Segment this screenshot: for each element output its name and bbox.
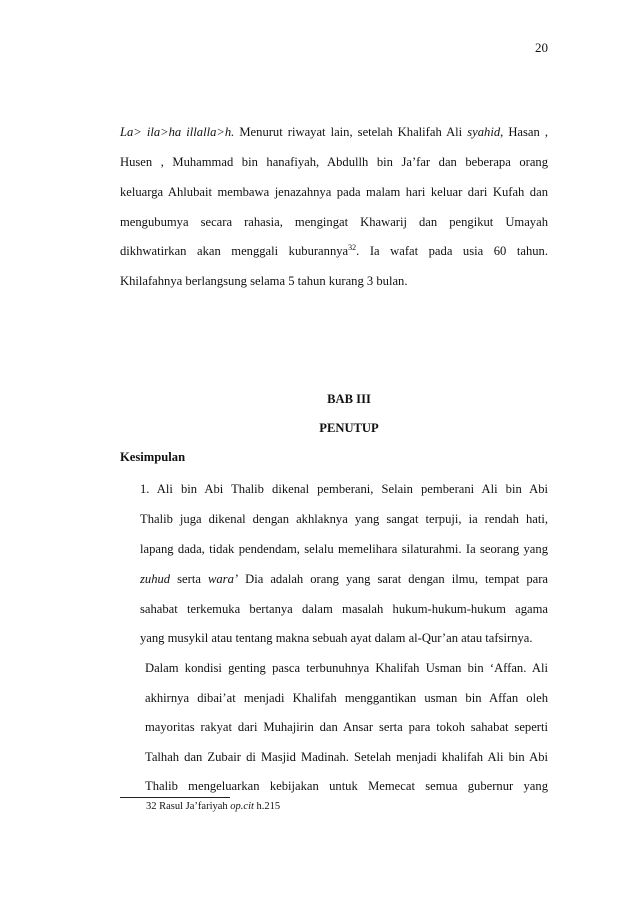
text-span: . Ia wafat pada usia 60 tahun. bbox=[356, 244, 549, 258]
paragraph-line: mengubumya secara rahasia, mengingat Khawarij dan pengikut Umayah bbox=[120, 215, 548, 229]
footnote-text: 32 Rasul Ja’fariyah bbox=[146, 801, 231, 812]
footnote bbox=[146, 801, 280, 812]
text-span: Dia adalah orang yang sarat dengan ilmu, tempat para bbox=[238, 572, 548, 586]
footnote-italic: op.cit bbox=[230, 801, 254, 812]
list-item-line bbox=[140, 571, 548, 587]
list-item-line: Thalib juga dikenal dengan akhlaknya yang sangat terpuji, ia rendah hati, bbox=[140, 512, 548, 526]
italic-term: zuhud bbox=[140, 572, 171, 586]
arabic-transliteration: La> ila>ha illalla>h. bbox=[120, 125, 235, 139]
paragraph-line bbox=[120, 124, 548, 140]
paragraph-line: Talhah dan Zubair di Masjid Madinah. Setelah menjadi khalifah Ali bin Abi bbox=[145, 750, 548, 764]
paragraph-line: Thalib mengeluarkan kebijakan untuk Memecat semua gubernur yang bbox=[145, 779, 548, 793]
chapter-title: PENUTUP bbox=[319, 421, 379, 435]
paragraph-line: keluarga Ahlubait membawa jenazahnya pada malam hari keluar dari Kufah dan bbox=[120, 185, 548, 199]
text-span: , Hasan , bbox=[500, 125, 548, 139]
page-number: 20 bbox=[535, 40, 548, 55]
italic-term: wara’ bbox=[207, 572, 239, 586]
paragraph-line: Husen , Muhammad bin hanafiyah, Abdullh bin Ja’far dan beberapa orang bbox=[120, 155, 548, 169]
list-item-line: lapang dada, tidak pendendam, selalu memelihara silaturahmi. Ia seorang yang bbox=[140, 542, 548, 556]
text-span: Menurut riwayat lain, setelah Khalifah Ali bbox=[234, 125, 468, 139]
list-item-line: sahabat terkemuka bertanya dalam masalah hukum-hukum-hukum agama bbox=[140, 602, 548, 616]
paragraph-line: Dalam kondisi genting pasca terbunuhnya Khalifah Usman bin ‘Affan. Ali bbox=[145, 661, 548, 675]
list-item-line: 1. Ali bin Abi Thalib dikenal pemberani, Selain pemberani Ali bin Abi bbox=[140, 482, 548, 496]
section-heading: Kesimpulan bbox=[120, 450, 186, 464]
paragraph-line bbox=[120, 243, 548, 259]
footnote-reference: 32 bbox=[348, 242, 357, 252]
list-item-line: yang musykil atau tentang makna sebuah ayat dalam al-Qur’an atau tafsirnya. bbox=[140, 631, 533, 645]
footnote-suffix: h.215 bbox=[253, 801, 281, 812]
text-span: dikhwatirkan akan menggali kuburannya bbox=[120, 244, 349, 258]
paragraph-line: Khilafahnya berlangsung selama 5 tahun kurang 3 bulan. bbox=[120, 274, 408, 288]
paragraph-line: akhirnya dibai’at menjadi Khalifah menggantikan usman bin Affan oleh bbox=[145, 691, 548, 705]
paragraph-line: mayoritas rakyat dari Muhajirin dan Ansar serta para tokoh sahabat seperti bbox=[145, 720, 548, 734]
chapter-number: BAB III bbox=[327, 392, 371, 406]
footnote-rule bbox=[120, 797, 230, 798]
italic-term: syahid bbox=[467, 125, 501, 139]
text-span: serta bbox=[170, 572, 208, 586]
